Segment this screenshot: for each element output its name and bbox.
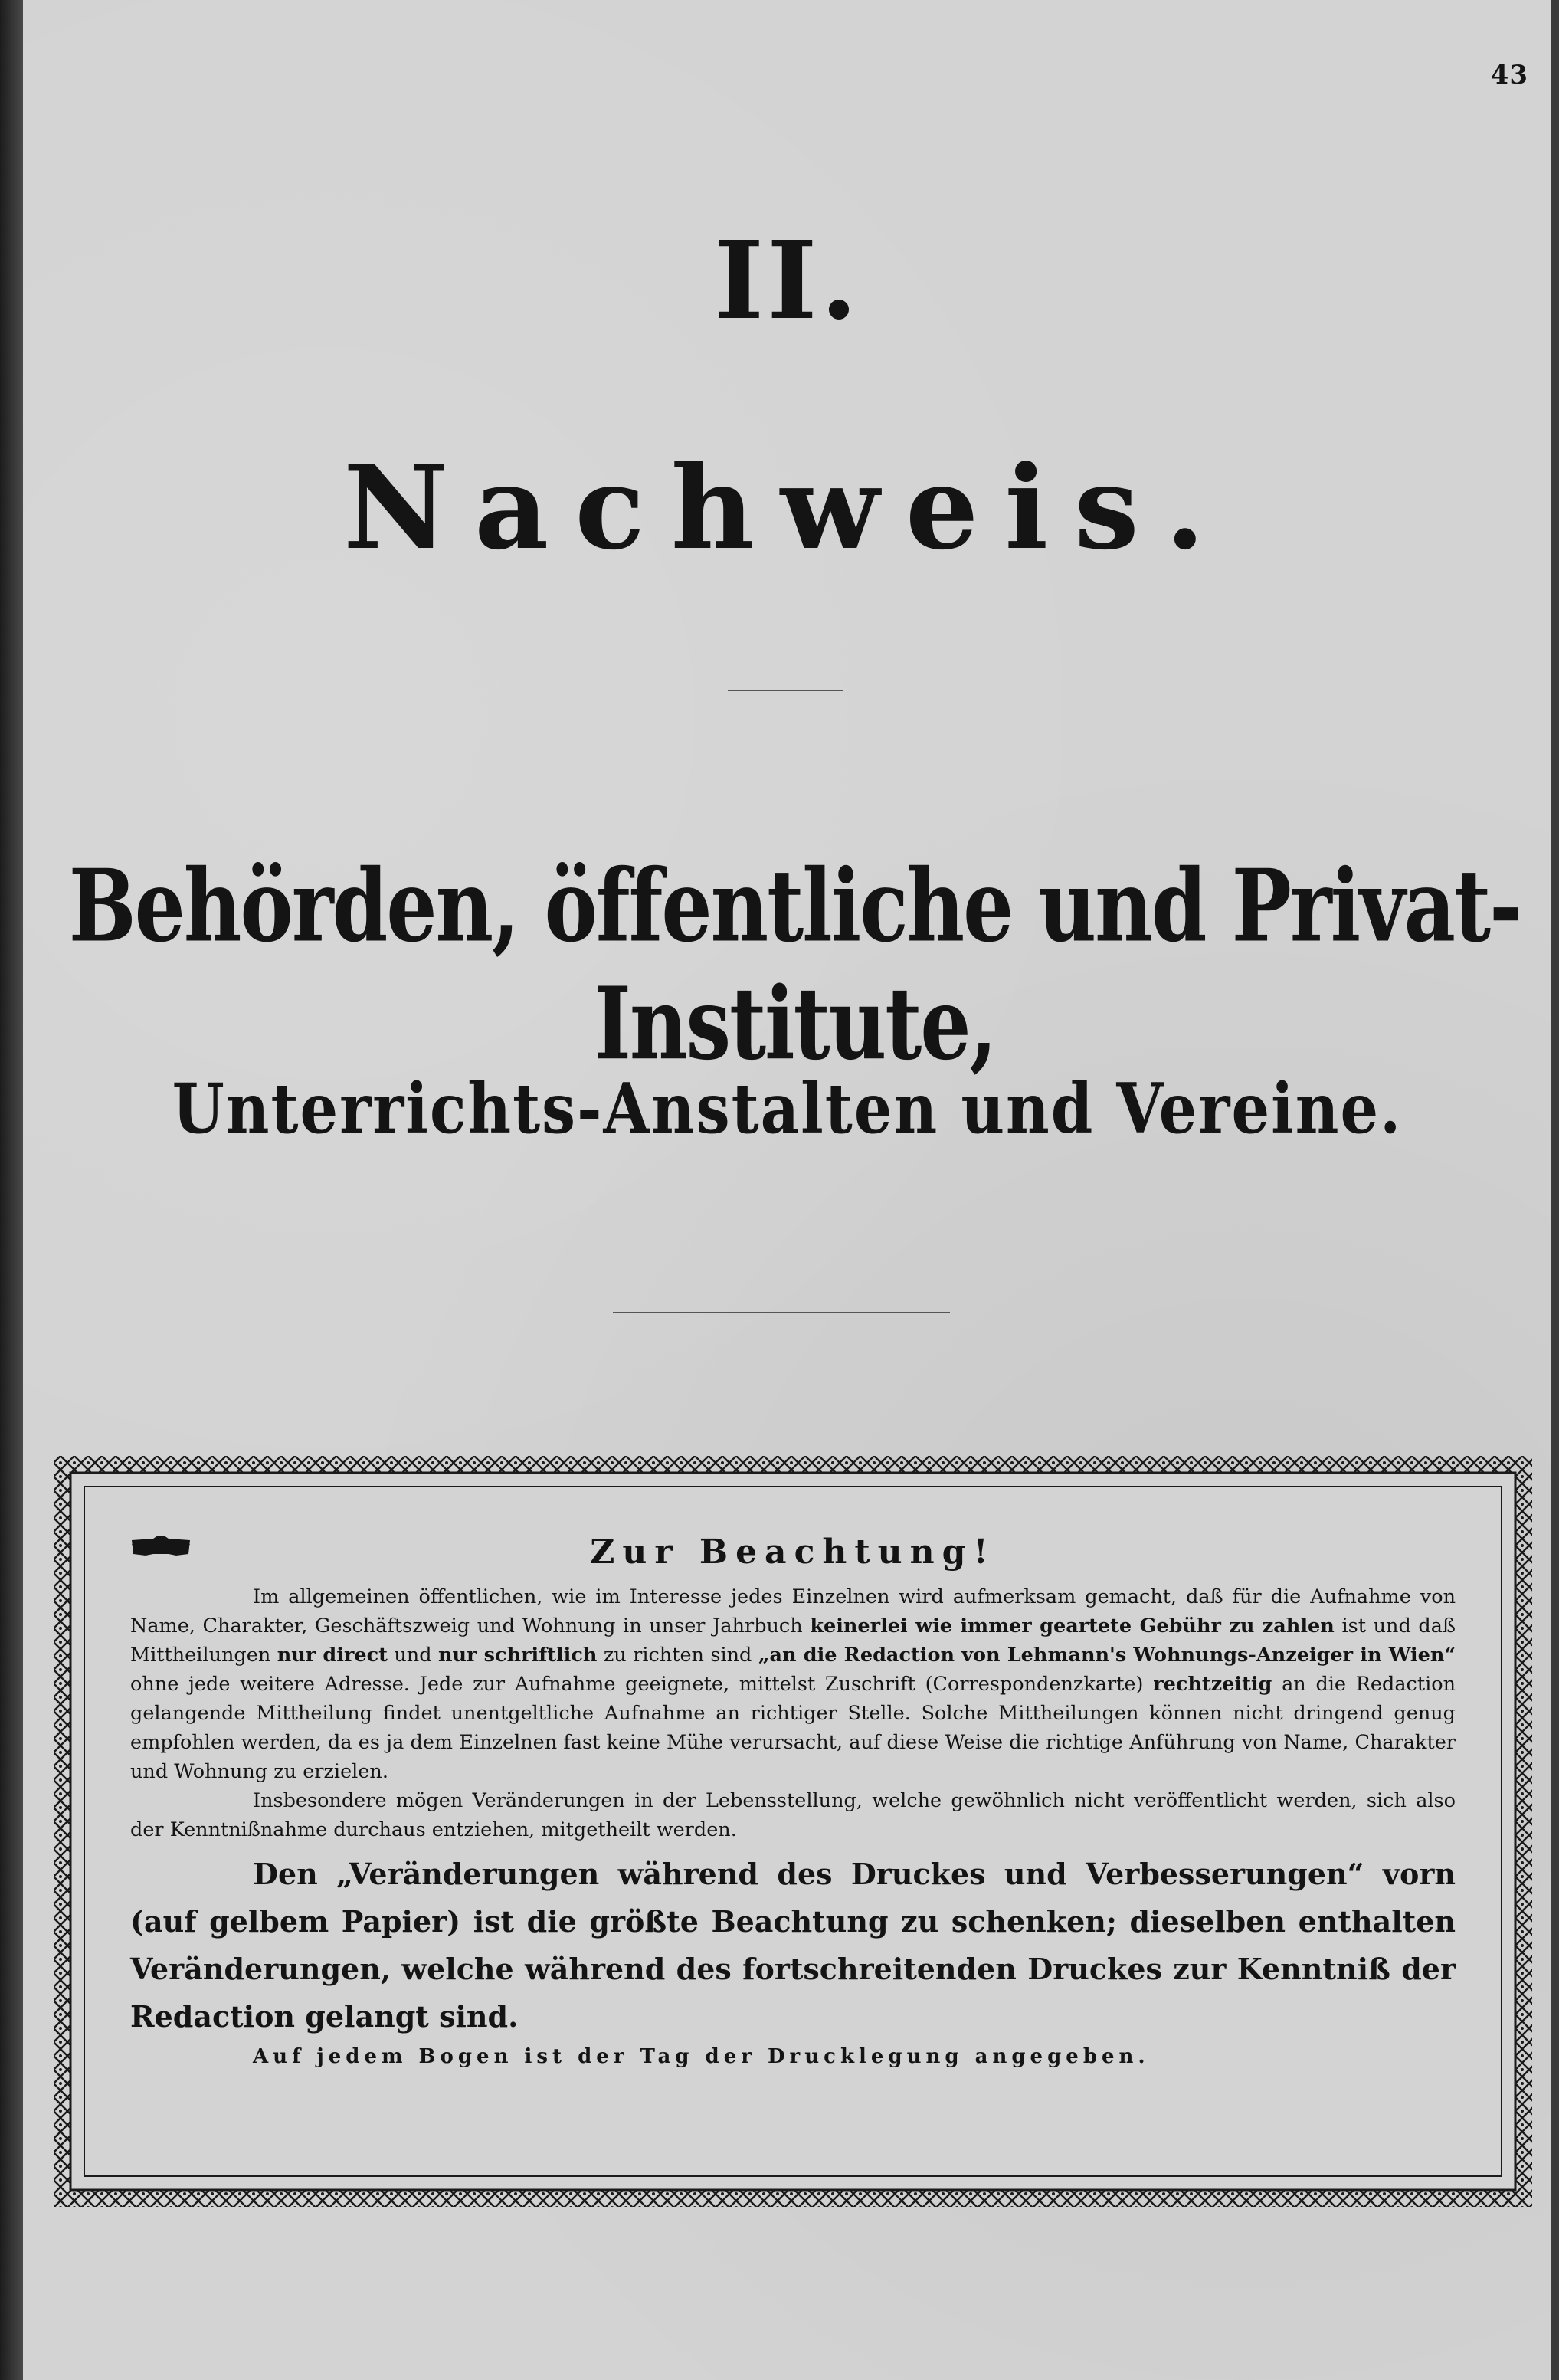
main-title: Nachweis. (343, 441, 1231, 575)
notice-text: an die Redaction gelangende Mittheilung findet unentgeltliche Aufnahme an richtiger Stelle. Solche Mittheilungen können nicht dringend genug empfohlen werden, da es ja dem Einzelnen fast keine Mühe verursacht, auf diese Weise die richtige Anführung von Name, Charakter und Wohnung zu erzielen. (130, 1673, 1456, 1783)
notice-paragraph-1 (130, 1582, 1456, 1786)
page-left-edge (0, 0, 23, 2380)
notice-emphasis: „an die Redaction von Lehmann's Wohnungs-Anzeiger in Wien“ (758, 1644, 1456, 1667)
notice-paragraph-2: Insbesondere mögen Veränderungen in der Lebensstellung, welche gewöhnlich nicht veröffentlicht werden, sich also der Kenntnißnahme durchaus entziehen, mitgetheilt werden. (130, 1789, 1456, 1841)
notice-emphasis: nur schriftlich (437, 1644, 598, 1667)
notice-emphasis: nur direct (277, 1644, 388, 1667)
subtitle-line-2: Unterrichts-Anstalten und Vereine. (172, 1069, 1403, 1149)
notice-bold-paragraph: Den „Veränderungen während des Druckes und Verbesserungen“ vorn (auf gelbem Papier) ist die größte Beachtung zu schenken; dieselben enthalten Veränderungen, welche während des fortschreitenden Druckes zur Kenntniß der Redaction gelangt sind. (130, 1857, 1456, 2034)
divider-rule (613, 1312, 950, 1313)
notice-emphasis: rechtzeitig (1153, 1673, 1272, 1696)
notice-text: und (394, 1644, 432, 1667)
section-numeral: II. (713, 218, 861, 344)
divider-rule (728, 690, 843, 691)
notice-text: Im allgemeinen öffentlichen, wie im Interesse jedes Einzelnen wird aufmerksam gemacht, daß für die Aufnahme von Name, Charakter, Geschäftszweig und Wohnung in unser Jahrbuch (130, 1585, 1456, 1637)
notice-emphasis: keinerlei wie immer geartete Gebühr zu zahlen (810, 1615, 1335, 1637)
notice-heading (130, 1533, 1456, 1572)
notice-text: zu richten sind (603, 1644, 752, 1667)
document-page (23, 0, 1551, 2380)
notice-footer: Auf jedem Bogen ist der Tag der Drucklegung angegeben. (253, 2045, 1150, 2068)
notice-heading-text: Zur Beachtung! (590, 1533, 996, 1572)
notice-box (54, 1456, 1532, 2207)
notice-text: ist und daß Mittheilungen (130, 1615, 1456, 1667)
page-number: 43 (1490, 60, 1528, 90)
notice-text: ohne jede weitere Adresse. Jede zur Aufnahme geeignete, mittelst Zuschrift (Correspondenzkarte) (130, 1673, 1144, 1696)
notice-content (130, 1533, 1456, 2068)
subtitle-line-1: Behörden, öffentliche und Privat-Institute, (68, 847, 1521, 1083)
